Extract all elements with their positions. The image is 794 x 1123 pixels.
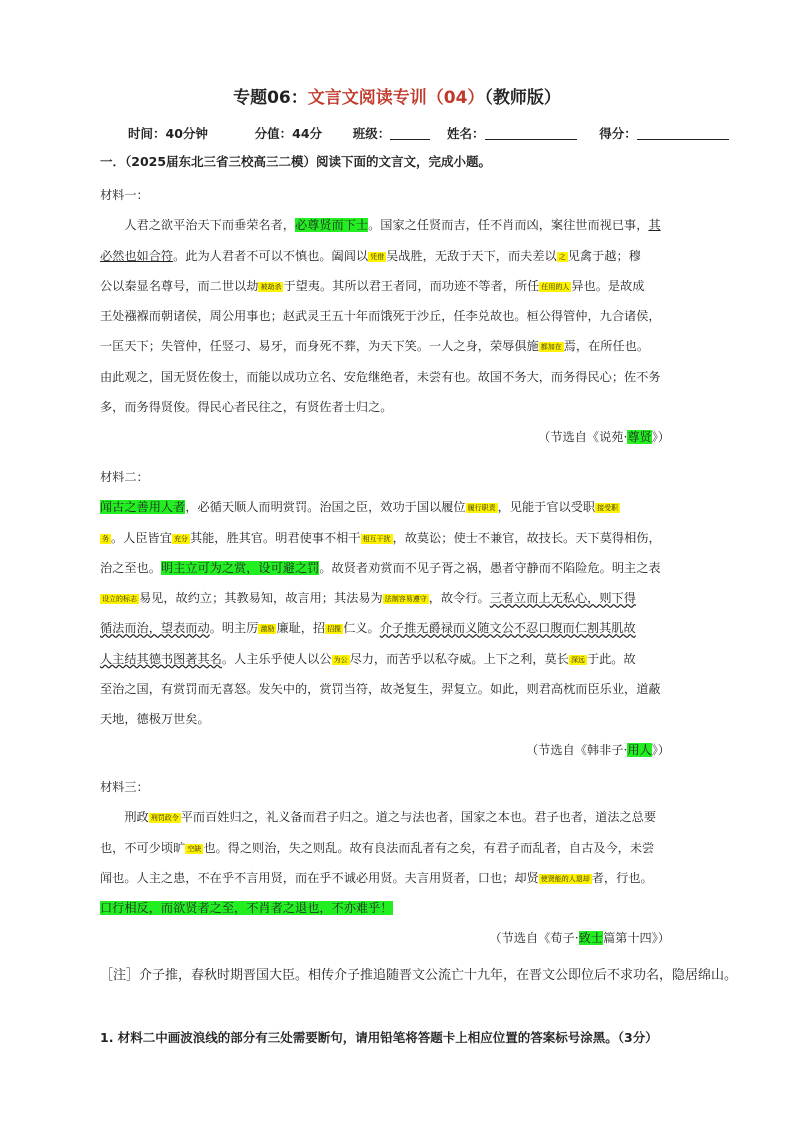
text-line: 人主结其德书图著其名。人主乐乎使人以公 为公 尽力，而苦乎以私夺威。上下之利，莫长 深远 于此。故	[100, 651, 636, 666]
material-two	[100, 462, 730, 765]
text-line: 人君之欲平治天下而垂荣名者，必尊贤而下士。国家之任贤而吉，任不肖而凶，案往世而视已事，其	[100, 218, 661, 233]
material-one	[100, 180, 730, 453]
material-source: （节选自《说苑·尊贤》）	[538, 430, 670, 445]
title-prefix: 专题06：	[233, 88, 308, 108]
text-line: 闻也。人主之患，不在乎不言用贤，而在乎不诚必用贤。夫言用贤者，口也；却贤 使贤能的人退却 者，行也。	[100, 870, 653, 885]
material-heading: 材料一：	[100, 188, 149, 202]
text-line: 一匡天下；失管仲，任竖刁、易牙，而身死不葬，为天下笑。一人之身，荣辱俱施 都加在 焉，在所任也。	[100, 339, 650, 354]
name-blank[interactable]	[485, 127, 577, 140]
material-source: （节选自《韩非子·用人》）	[525, 742, 670, 757]
source-highlight: 尊贤	[627, 430, 652, 445]
text-line: 由此观之，国无贤佐俊士，而能以成功立名、安危继绝者，未尝有也。故国不务大，而务得民心；佐不务	[100, 369, 661, 384]
text-line: 循法而治，望表而动。明主厉 激励 廉耻，招 招揽 仁义。介子推无爵禄而义随文公不忍口腹而仁割其肌故	[100, 621, 636, 636]
source-highlight: 用人	[627, 742, 652, 757]
material-three	[100, 772, 730, 954]
question-intro: 一．（2025届东北三省三校高三二模）阅读下面的文言文，完成小题。	[100, 154, 492, 169]
text-line: 闻古之善用人者，必循天顺人而明赏罚。治国之臣，效功于国以履位 履行职责 ，见能于官以受职 接受职	[100, 500, 619, 515]
text-line: 公以秦显名尊号，而二世以劫 被劫杀 于望夷。其所以君王者同，而功迹不等者，所任 任用的人 异也。是故成	[100, 278, 645, 293]
class-label: 班级：	[352, 126, 391, 141]
question-one: 1. 材料二中画波浪线的部分有三处需要断句，请用铅笔将答题卡上相应位置的答案标号涂黑。（3分）	[100, 1030, 658, 1045]
name-label: 姓名：	[446, 126, 485, 141]
got-blank[interactable]	[637, 127, 729, 140]
text-line: 刑政 刑罚政令 平而百姓归之，礼义备而君子归之。道之与法也者，国家之本也。君子也者，道法之总要	[100, 810, 657, 825]
material-heading: 材料三：	[100, 780, 149, 794]
class-blank[interactable]	[390, 127, 430, 140]
title-main: 文言文阅读专训（04）	[307, 88, 485, 108]
material-heading: 材料二：	[100, 470, 149, 484]
text-line: 口行相反，而欲贤者之至，不肖者之退也，不亦难乎！	[100, 901, 393, 916]
text-line: 至治之国，有赏罚而无喜怒。发矢中的，赏罚当符，故尧复生，羿复立。如此，则君高枕而臣乐业，道蔽	[100, 682, 661, 697]
info-line	[128, 124, 728, 142]
text-line: 多，而务得贤俊。得民心者民往之，有贤佐者士归之。	[100, 400, 393, 415]
text-line: 必然也如合符。此为人君者不可以不慎也。阖闾以 凭借 吴战胜，无敌于天下，而夫差以 之 见禽于越；穆	[100, 248, 641, 263]
time-label: 时间：40分钟	[128, 126, 208, 141]
text-line: 也，不可少顷旷 空缺 也。得之则治，失之则乱。故有良法而乱者有之矣，有君子而乱者，自古及今，未尝	[100, 840, 655, 855]
score-label: 分值：44分	[254, 126, 323, 141]
title-suffix: （教师版）	[484, 88, 561, 108]
text-line: 王处襁褓而朝诸侯，周公用事也；赵武灵王五十年而饿死于沙丘，任李兑故也。桓公得管仲，九合诸侯，	[100, 309, 661, 324]
text-line: 设立的标志 易见，故约立；其教易知，故言用；其法易为 法制容易遵守 ，故令行。三者立而上无私心，则下得	[102, 591, 636, 606]
page-title	[0, 83, 794, 108]
text-line: 治之至也。明主立可为之赏，设可避之罚。故贤者劝赏而不见子胥之祸，愚者守静而不陷险危。明主之表	[100, 560, 661, 575]
text-line: 务 。人臣皆宜 充分 其能，胜其官。明君使事不相干 相互干扰 ，故莫讼；使士不兼官，故技长。天下莫得相伤，	[102, 530, 661, 545]
text-line: 天地，德极万世矣。	[100, 712, 210, 727]
footnote: ［注］介子推，春秋时期晋国大臣。相传介子推追随晋文公流亡十九年，在晋文公即位后不求功名，隐居绵山。	[100, 968, 738, 983]
material-source: （节选自《荀子·致士篇第十四》）	[489, 931, 670, 946]
source-highlight: 致士	[578, 931, 603, 946]
got-label: 得分：	[599, 126, 637, 141]
